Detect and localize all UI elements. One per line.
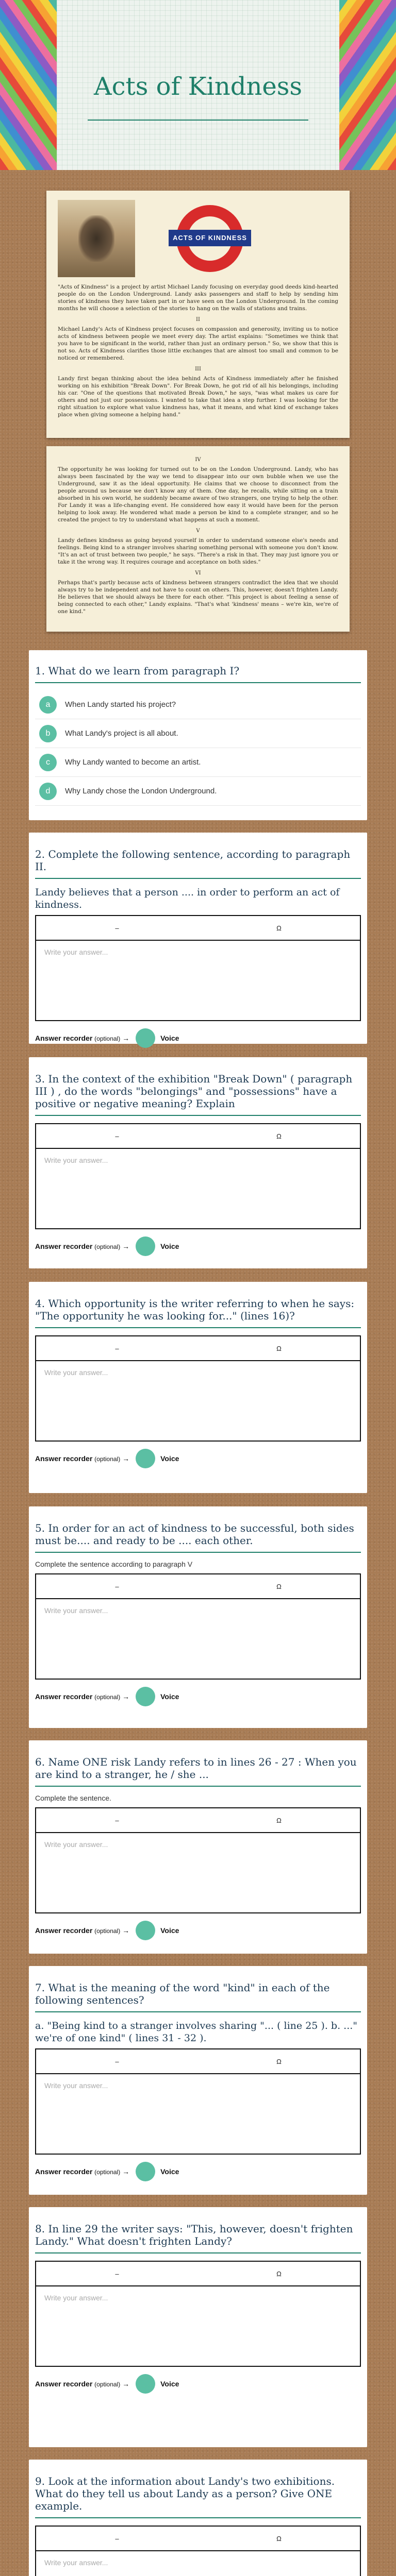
paragraph-number: VI — [195, 570, 201, 576]
question-subtext: a. "Being kind to a stranger involves sharing "... ( line 25 ). b. ..." we're of one kind" ( lines 31 - 32 ). — [35, 2020, 358, 2044]
editor-toolbar — [35, 2048, 361, 2073]
underground-roundel-sign — [140, 200, 338, 277]
record-voice-button[interactable] — [136, 1236, 155, 1256]
special-characters-button[interactable]: Ω — [276, 924, 282, 932]
paragraph-6: Perhaps that's partly because acts of kindness between strangers contradict the idea that we should always try to be independent and not have to count on others. This, however, doesn't frighten Landy. He believes that we should always be there for each other. "This project is about feeling a sense of being connected to each other," Landy explains. "That's what 'kindness' means – we're kin, we're of one kind." — [58, 580, 338, 615]
answer-option-a[interactable] — [35, 690, 361, 719]
recorder-label-text: Answer recorder — [35, 1692, 93, 1701]
question-divider — [35, 1786, 361, 1787]
editor-toolbar — [35, 1123, 361, 1148]
voice-label: Voice — [160, 2380, 179, 2388]
special-characters-button[interactable]: Ω — [276, 1582, 282, 1590]
answer-recorder — [35, 1444, 361, 1473]
answer-box — [35, 1148, 361, 1229]
question-divider — [35, 2517, 361, 2518]
editor-toolbar — [35, 1573, 361, 1598]
question-title: 8. In line 29 the writer says: "This, however, doesn't frighten Landy." What doesn't frighten Landy? — [35, 2223, 353, 2247]
recorder-label-text: Answer recorder — [35, 2380, 93, 2388]
answer-box — [35, 2073, 361, 2155]
question-divider — [35, 2011, 361, 2012]
question-card-2 — [29, 833, 367, 1044]
arrow-right-icon: → — [122, 1454, 130, 1463]
voice-label: Voice — [160, 1454, 179, 1463]
editor-toolbar — [35, 1335, 361, 1360]
answer-textarea[interactable] — [44, 2294, 352, 2359]
arrow-right-icon: → — [122, 1926, 130, 1935]
dash-insert-button[interactable]: – — [115, 2057, 119, 2065]
recorder-label — [35, 1692, 129, 1701]
record-voice-button[interactable] — [136, 1449, 155, 1468]
option-text: Why Landy wanted to become an artist. — [65, 758, 201, 767]
voice-label: Voice — [160, 1242, 179, 1250]
answer-box — [35, 1598, 361, 1680]
question-subtext: Landy believes that a person .... in order to perform an act of kindness. — [35, 887, 340, 910]
question-title: 5. In order for an act of kindness to be successful, both sides must be.... and ready to be .... each other. — [35, 1522, 354, 1547]
answer-box — [35, 1360, 361, 1442]
paragraph-5: Landy defines kindness as going beyond yourself in order to understand someone else's needs and feelings. Being kind to a stranger involves sharing something personal with someone you don't know. "It's an act of trust between two people," he says. "There's a risk in that. They may just ignore you or take it the wrong way. It requires courage and acceptance on both sides." — [58, 537, 338, 565]
special-characters-button[interactable]: Ω — [276, 2534, 282, 2543]
question-card-6 — [29, 1740, 367, 1954]
paragraph-3: Landy first began thinking about the idea behind Acts of Kindness immediately after he finished working on his exhibition "Break Down". For Break Down, he got rid of all his belongings, including his car. "One of the questions that motivated Break Down," he says, "was what makes us care for others and not just our possessions. I wanted to take that idea a step further. I was looking for the right situation to explore what value kindness has, what it means, and what kind of exchange takes place when giving someone a helping hand." — [58, 376, 338, 418]
question-title: 9. Look at the information about Landy's two exhibitions. What do they tell us about Landy as a person? Give ONE example. — [35, 2475, 335, 2512]
record-voice-button[interactable] — [136, 1028, 155, 1048]
recorder-label-text: Answer recorder — [35, 1242, 93, 1250]
recorder-label — [35, 1926, 129, 1935]
paragraph-number: III — [195, 366, 201, 372]
recorder-label-text: Answer recorder — [35, 2167, 93, 2176]
answer-recorder — [35, 2157, 361, 2187]
option-letter-badge: a — [39, 696, 57, 714]
special-characters-button[interactable]: Ω — [276, 1816, 282, 1824]
arrow-right-icon: → — [122, 1242, 130, 1250]
recorder-label — [35, 1242, 129, 1250]
option-text: What Landy's project is all about. — [65, 729, 178, 738]
record-voice-button[interactable] — [136, 2374, 155, 2394]
reading-page-1 — [46, 191, 350, 438]
dash-insert-button[interactable]: – — [115, 1344, 119, 1352]
reading-page-2 — [46, 446, 350, 632]
special-characters-button[interactable]: Ω — [276, 2269, 282, 2278]
paragraph-2: Michael Landy's Acts of Kindness project focuses on compassion and generosity, inviting us to notice acts of kindness between people we meet every day. The artist explains: "Sometimes we think that you have to be significant in the world, rather than just an ordinary person." So, we show that this is not so. Acts of Kindness clarifies those little exchanges that are almost too small and common to be noticed or remembered. — [58, 326, 338, 361]
question-divider — [35, 1552, 361, 1553]
recorder-optional-text: (optional) — [94, 1455, 121, 1463]
option-text: When Landy started his project? — [65, 700, 176, 709]
record-voice-button[interactable] — [136, 2162, 155, 2181]
recorder-optional-text: (optional) — [94, 1243, 121, 1250]
question-card-4 — [29, 1282, 367, 1493]
question-title: 2. Complete the following sentence, according to paragraph II. — [35, 848, 351, 873]
special-characters-button[interactable]: Ω — [276, 1344, 282, 1352]
answer-textarea[interactable] — [44, 2081, 352, 2146]
title-underline — [88, 120, 308, 121]
answer-box — [35, 2285, 361, 2367]
paragraph-1: "Acts of Kindness" is a project by artist Michael Landy focusing on everyday good deeds kind-hearted people do on the London Underground. Landy asks passengers and staff to help by sending him stories of kindness they have taken part in or have seen on the London Underground. In the coming months he will choose a selection of the stories to hang on the walls of stations and trains. — [58, 284, 338, 312]
editor-toolbar — [35, 1807, 361, 1832]
answer-textarea[interactable] — [44, 1156, 352, 1221]
voice-label: Voice — [160, 1692, 179, 1701]
arrow-right-icon: → — [122, 1034, 130, 1042]
question-instruction: Complete the sentence according to paragraph V — [35, 1560, 193, 1568]
option-letter-badge: b — [39, 725, 57, 742]
paragraph-4: The opportunity he was looking for turned out to be on the London Underground. Landy, who has always been fascinated by the way we tend to disappear into our own bubble when we use the Underground, saw it as the ideal opportunity. He claims that we choose to disconnect from the people around us because we don't know any of them. One day, he recalls, while sitting on a train absorbed in his own world, he suddenly became aware of two strangers, one trying to help the other. For Landy it was a life-changing event. He considered how easy it would have been for the person helping to look away. He wondered what made a person be kind to a complete stranger, and so he created the project to try to understand what happens at such a moment. — [58, 466, 338, 523]
dash-insert-button[interactable]: – — [115, 1582, 119, 1590]
record-voice-button[interactable] — [136, 1921, 155, 1940]
question-card-9 — [29, 2460, 367, 2576]
answer-recorder — [35, 1231, 361, 1261]
answer-box — [35, 1832, 361, 1913]
recorder-label — [35, 1034, 129, 1042]
special-characters-button[interactable]: Ω — [276, 1132, 282, 1140]
answer-textarea[interactable] — [44, 1606, 352, 1671]
answer-box — [35, 2550, 361, 2576]
answer-recorder — [35, 1916, 361, 1945]
paragraph-number: IV — [195, 457, 201, 463]
recorder-label-text: Answer recorder — [35, 1034, 93, 1042]
recorder-label — [35, 2380, 129, 2388]
question-title: 3. In the context of the exhibition "Break Down" ( paragraph III ) , do the words "belongings" and "possessions" have a positive or negative meaning? Explain — [35, 1073, 353, 1110]
answer-textarea[interactable] — [44, 948, 352, 1013]
question-divider — [35, 682, 361, 683]
arrow-right-icon: → — [122, 2380, 130, 2388]
question-card-8 — [29, 2207, 367, 2447]
recorder-optional-text: (optional) — [94, 2168, 121, 2176]
voice-label: Voice — [160, 2167, 179, 2176]
recorder-label — [35, 2167, 129, 2176]
question-card-3 — [29, 1057, 367, 1268]
question-card-5 — [29, 1506, 367, 1728]
record-voice-button[interactable] — [136, 1687, 155, 1706]
answer-option-c[interactable] — [35, 748, 361, 777]
underground-tunnel-photo — [58, 200, 135, 277]
recorder-label — [35, 1454, 129, 1463]
dash-insert-button[interactable]: – — [115, 1816, 119, 1824]
question-title: 4. Which opportunity is the writer referring to when he says: "The opportunity he was looking for..." (lines 16)? — [35, 1297, 355, 1322]
question-title: 7. What is the meaning of the word "kind" in each of the following sentences? — [35, 1981, 330, 2006]
header-banner — [0, 0, 396, 170]
recorder-optional-text: (optional) — [94, 2381, 121, 2388]
option-letter-badge: d — [39, 783, 57, 800]
question-divider — [35, 1327, 361, 1328]
paragraph-number: II — [196, 317, 200, 323]
question-card-1 — [29, 650, 367, 820]
question-instruction: Complete the sentence. — [35, 1794, 111, 1802]
option-letter-badge: c — [39, 754, 57, 771]
dash-insert-button[interactable]: – — [115, 2269, 119, 2278]
answer-textarea[interactable] — [44, 1840, 352, 1905]
voice-label: Voice — [160, 1926, 179, 1935]
question-card-7 — [29, 1966, 367, 2195]
answer-recorder — [35, 2369, 361, 2399]
answer-box — [35, 940, 361, 1021]
editor-toolbar — [35, 2526, 361, 2550]
dash-insert-button[interactable]: – — [115, 1132, 119, 1140]
editor-toolbar — [35, 2261, 361, 2285]
recorder-optional-text: (optional) — [94, 1693, 121, 1701]
roundel-bar: ACTS OF KINDNESS — [169, 230, 251, 246]
recorder-label-text: Answer recorder — [35, 1454, 93, 1463]
answer-recorder — [35, 1023, 361, 1053]
voice-label: Voice — [160, 1034, 179, 1042]
question-divider — [35, 878, 361, 879]
recorder-optional-text: (optional) — [94, 1035, 121, 1042]
editor-toolbar — [35, 915, 361, 940]
option-text: Why Landy chose the London Underground. — [65, 787, 217, 795]
recorder-label-text: Answer recorder — [35, 1926, 93, 1935]
page-title: Acts of Kindness — [93, 72, 303, 101]
article-illustration — [58, 200, 338, 277]
answer-option-b[interactable] — [35, 719, 361, 748]
answer-option-d[interactable] — [35, 777, 361, 806]
question-divider — [35, 1115, 361, 1116]
question-title: 1. What do we learn from paragraph I? — [35, 665, 240, 677]
answer-textarea[interactable] — [44, 2558, 352, 2576]
special-characters-button[interactable]: Ω — [276, 2057, 282, 2065]
arrow-right-icon: → — [122, 1692, 130, 1701]
question-divider — [35, 2252, 361, 2253]
question-title: 6. Name ONE risk Landy refers to in lines 26 - 27 : When you are kind to a stranger, he / she ... — [35, 1756, 357, 1781]
paragraph-number: V — [196, 528, 200, 534]
recorder-optional-text: (optional) — [94, 1927, 121, 1935]
answer-recorder — [35, 1682, 361, 1711]
dash-insert-button[interactable]: – — [115, 924, 119, 932]
answer-textarea[interactable] — [44, 1368, 352, 1433]
arrow-right-icon: → — [122, 2167, 130, 2176]
dash-insert-button[interactable]: – — [115, 2534, 119, 2543]
